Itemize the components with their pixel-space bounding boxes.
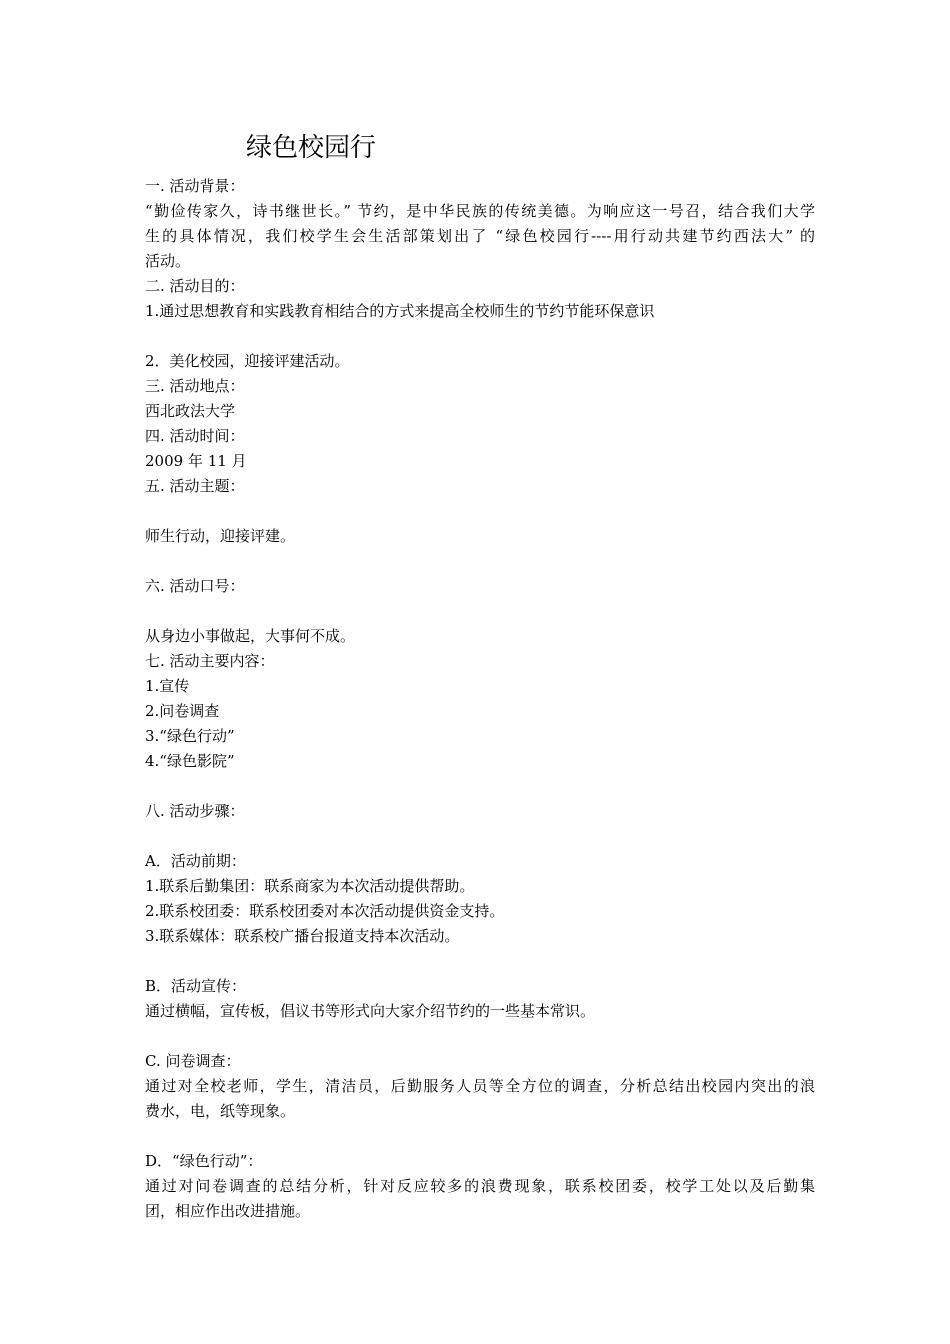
spacer bbox=[145, 324, 815, 349]
step-c-text-line-1: 通过对全校老师，学生，清洁员，后勤服务人员等全方位的调查，分析总结出校园内突出的浪 bbox=[145, 1077, 815, 1095]
spacer bbox=[145, 774, 815, 799]
step-a-item: 1.联系后勤集团：联系商家为本次活动提供帮助。 bbox=[145, 877, 475, 895]
step-a-item: 3.联系媒体：联系校广播台报道支持本次活动。 bbox=[145, 927, 460, 945]
step-b-heading: B．活动宣传： bbox=[145, 977, 247, 995]
step-a-item: 2.联系校团委：联系校团委对本次活动提供资金支持。 bbox=[145, 902, 505, 920]
section-heading-location: 三. 活动地点： bbox=[145, 377, 245, 395]
spacer bbox=[145, 824, 815, 849]
step-d-heading: D．“绿色行动”： bbox=[145, 1152, 263, 1170]
section-heading-background: 一. 活动背景： bbox=[145, 177, 245, 195]
step-a-heading: A．活动前期： bbox=[145, 852, 246, 870]
spacer bbox=[145, 1124, 815, 1149]
content-item: 1.宣传 bbox=[145, 677, 190, 695]
spacer bbox=[145, 499, 815, 524]
time-value: 2009 年 11 月 bbox=[145, 452, 247, 470]
document-body bbox=[145, 174, 815, 1224]
step-b-text: 通过横幅，宣传板，倡议书等形式向大家介绍节约的一些基本常识。 bbox=[145, 1002, 596, 1020]
slogan-value: 从身边小事做起，大事何不成。 bbox=[145, 627, 356, 645]
section-heading-time: 四. 活动时间： bbox=[145, 427, 245, 445]
section-heading-theme: 五. 活动主题： bbox=[145, 477, 245, 495]
step-c-text-line-2: 费水，电，纸等现象。 bbox=[145, 1102, 296, 1120]
content-item: 3.“绿色行动” bbox=[145, 727, 235, 745]
theme-value: 师生行动，迎接评建。 bbox=[145, 527, 296, 545]
purpose-item-1: 1.通过思想教育和实践教育相结合的方式来提高全校师生的节约节能环保意识 bbox=[145, 302, 655, 320]
content-item: 4.“绿色影院” bbox=[145, 752, 235, 770]
section-heading-purpose: 二. 活动目的： bbox=[145, 277, 245, 295]
step-d-text-line-2: 团，相应作出改进措施。 bbox=[145, 1202, 311, 1220]
section-heading-steps: 八. 活动步骤： bbox=[145, 802, 245, 820]
spacer bbox=[145, 1024, 815, 1049]
step-d-text-line-1: 通过对问卷调查的总结分析，针对反应较多的浪费现象，联系校团委，校学工处以及后勤集 bbox=[145, 1177, 815, 1195]
spacer bbox=[145, 599, 815, 624]
background-paragraph-line-1: “勤俭传家久，诗书继世长。” 节约，是中华民族的传统美德。为响应这一号召，结合我们大学 bbox=[145, 202, 815, 220]
background-paragraph-line-2: 生的具体情况，我们校学生会生活部策划出了 “绿色校园行----用行动共建节约西法大” 的 bbox=[145, 227, 815, 245]
location-value: 西北政法大学 bbox=[145, 402, 236, 420]
spacer bbox=[145, 549, 815, 574]
section-heading-slogan: 六. 活动口号： bbox=[145, 577, 245, 595]
document-title: 绿色校园行 bbox=[246, 133, 377, 163]
step-c-heading: C. 问卷调查： bbox=[145, 1052, 241, 1070]
background-paragraph-line-3: 活动。 bbox=[145, 252, 191, 270]
purpose-item-2: 2．美化校园，迎接评建活动。 bbox=[145, 352, 350, 370]
section-heading-content: 七. 活动主要内容： bbox=[145, 652, 275, 670]
spacer bbox=[145, 949, 815, 974]
content-item: 2.问卷调查 bbox=[145, 702, 220, 720]
